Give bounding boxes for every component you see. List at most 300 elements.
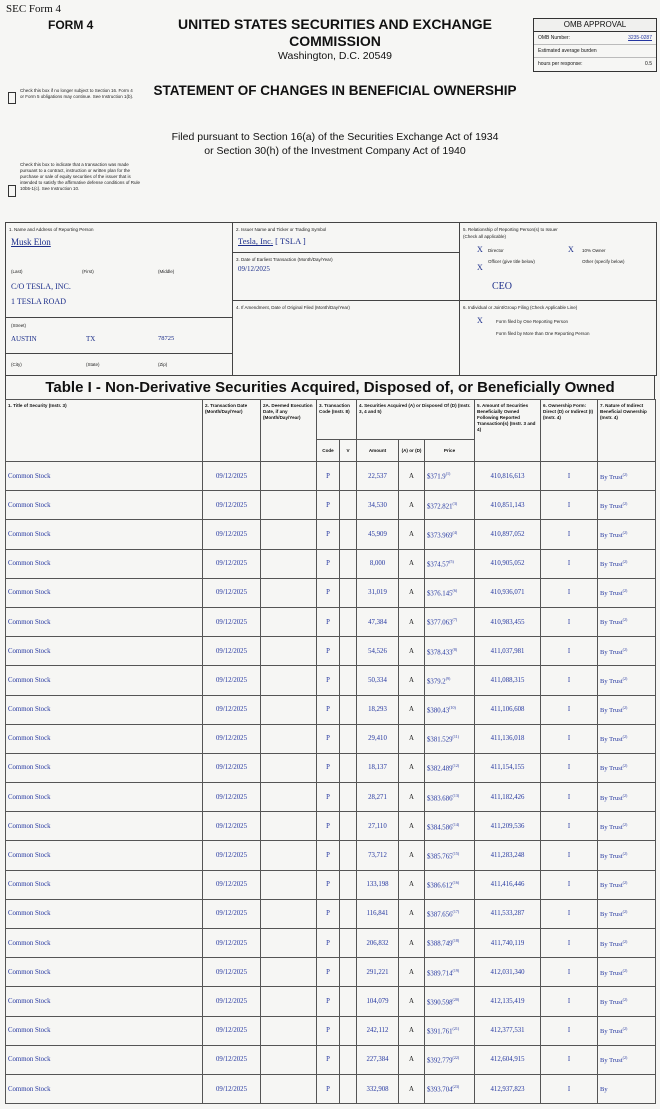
- transaction-date: 09/12/2025: [203, 549, 261, 578]
- table-row: [6, 491, 656, 520]
- security-title: Common Stock: [6, 666, 203, 695]
- ownership-form: I: [541, 491, 598, 520]
- acquired-disposed: A: [399, 695, 425, 724]
- acquired-disposed: A: [399, 607, 425, 636]
- amount-owned: 411,416,446: [475, 870, 541, 899]
- acquired-disposed: A: [399, 637, 425, 666]
- transaction-date: 09/12/2025: [203, 783, 261, 812]
- nature-footnote[interactable]: (2): [622, 646, 628, 652]
- nature: [598, 958, 656, 987]
- nature-value: By: [600, 1086, 608, 1094]
- acquired-disposed: A: [399, 1074, 425, 1103]
- table1-title: Table I - Non-Derivative Securities Acquired, Disposed of, or Beneficially Owned: [5, 375, 655, 399]
- statement-title: STATEMENT OF CHANGES IN BENEFICIAL OWNERSHIP: [153, 83, 517, 98]
- nature-footnote[interactable]: (2): [622, 1055, 628, 1061]
- city-value: AUSTIN: [11, 335, 37, 343]
- ownership-form: I: [541, 1016, 598, 1045]
- table-row: [6, 753, 656, 782]
- officer-mark: X: [477, 263, 483, 272]
- price-footnote[interactable]: (1): [445, 471, 451, 477]
- nature: [598, 870, 656, 899]
- amount-owned: 410,897,052: [475, 520, 541, 549]
- acquired-disposed: A: [399, 812, 425, 841]
- table-row: [6, 462, 656, 491]
- amount: 8,000: [357, 549, 399, 578]
- nature-value: By Trust: [600, 619, 623, 627]
- amount: 47,384: [357, 607, 399, 636]
- v-flag: [340, 607, 357, 636]
- transaction-date: 09/12/2025: [203, 958, 261, 987]
- price-footnote[interactable]: (13): [452, 792, 460, 798]
- omb-title: OMB APPROVAL: [534, 19, 656, 32]
- amount: 18,137: [357, 753, 399, 782]
- amount: 104,079: [357, 987, 399, 1016]
- transaction-date: 09/12/2025: [203, 1045, 261, 1074]
- acquired-disposed: A: [399, 870, 425, 899]
- price-footnote[interactable]: (15): [452, 850, 460, 856]
- amount-owned: 410,851,143: [475, 491, 541, 520]
- price-footnote[interactable]: (6): [452, 588, 458, 594]
- v-flag: [340, 637, 357, 666]
- nature-footnote[interactable]: (2): [622, 588, 628, 594]
- transaction-code: P: [317, 812, 340, 841]
- security-title: Common Stock: [6, 724, 203, 753]
- transaction-code: P: [317, 549, 340, 578]
- nature: [598, 491, 656, 520]
- director-mark: X: [477, 245, 483, 254]
- transaction-date: 09/12/2025: [203, 1074, 261, 1103]
- price-footnote[interactable]: (17): [452, 909, 460, 915]
- price-value: $389.714: [427, 969, 453, 977]
- security-title: Common Stock: [6, 841, 203, 870]
- table-row: [6, 783, 656, 812]
- v-flag: [340, 958, 357, 987]
- acquired-disposed: A: [399, 578, 425, 607]
- nature: [598, 607, 656, 636]
- price-value: $393.704: [427, 1086, 453, 1094]
- price: [425, 870, 475, 899]
- nature-footnote[interactable]: (2): [622, 850, 628, 856]
- price-value: $374.57: [427, 561, 450, 569]
- deemed-date: [261, 929, 317, 958]
- nature-footnote[interactable]: (2): [622, 500, 628, 506]
- price-footnote[interactable]: (7): [452, 617, 458, 623]
- amount: 291,221: [357, 958, 399, 987]
- transaction-date: 09/12/2025: [203, 929, 261, 958]
- nature: [598, 578, 656, 607]
- nature-value: By Trust: [600, 823, 623, 831]
- security-title: Common Stock: [6, 520, 203, 549]
- ownership-form: I: [541, 870, 598, 899]
- amount-owned: 412,377,531: [475, 1016, 541, 1045]
- security-title: Common Stock: [6, 870, 203, 899]
- price-footnote[interactable]: (8): [452, 646, 458, 652]
- nature-footnote[interactable]: (2): [622, 763, 628, 769]
- amount: 50,334: [357, 666, 399, 695]
- nature-footnote[interactable]: (2): [622, 967, 628, 973]
- price-value: $377.063: [427, 619, 453, 627]
- v-flag: [340, 1016, 357, 1045]
- acquired-disposed: A: [399, 724, 425, 753]
- box5-label: 5. Relationship of Reporting Person(s) to Issuer: [463, 227, 558, 232]
- deemed-date: [261, 812, 317, 841]
- price: [425, 929, 475, 958]
- amount-owned: 411,740,119: [475, 929, 541, 958]
- nature: [598, 666, 656, 695]
- price-value: $376.145: [427, 590, 453, 598]
- price-value: $386.612: [427, 882, 453, 890]
- v-flag: [340, 666, 357, 695]
- price-footnote[interactable]: (3): [452, 500, 458, 506]
- nature-footnote[interactable]: (2): [622, 529, 628, 535]
- nature-footnote[interactable]: (2): [622, 617, 628, 623]
- price-footnote[interactable]: (20): [452, 996, 460, 1002]
- acquired-disposed: A: [399, 987, 425, 1016]
- transaction-date: 09/12/2025: [203, 607, 261, 636]
- transaction-code: P: [317, 1074, 340, 1103]
- price-footnote[interactable]: (10): [449, 704, 456, 710]
- nature: [598, 753, 656, 782]
- price-footnote[interactable]: (19): [452, 967, 460, 973]
- nature: [598, 899, 656, 928]
- table1-body: [6, 462, 656, 1104]
- reporting-person-name[interactable]: Musk Elon: [11, 237, 51, 247]
- table-row: [6, 929, 656, 958]
- ownership-form: I: [541, 637, 598, 666]
- nature: [598, 812, 656, 841]
- transaction-date: 09/12/2025: [203, 666, 261, 695]
- state-value: TX: [86, 335, 96, 343]
- one-person-label: Form filed by One Reporting Person: [496, 319, 569, 324]
- acquired-disposed: A: [399, 549, 425, 578]
- ownership-form: I: [541, 1045, 598, 1074]
- table-row: [6, 637, 656, 666]
- price: [425, 666, 475, 695]
- nature-value: By Trust: [600, 911, 623, 919]
- transaction-date: 09/12/2025: [203, 637, 261, 666]
- nature: [598, 841, 656, 870]
- col-deemed-date: 2A. Deemed Execution Date, if any (Month/Day/Year): [261, 400, 317, 462]
- acquired-disposed: A: [399, 462, 425, 491]
- nature-value: By Trust: [600, 999, 623, 1007]
- table-row: [6, 607, 656, 636]
- transaction-date: 09/12/2025: [203, 462, 261, 491]
- amount: 29,410: [357, 724, 399, 753]
- security-title: Common Stock: [6, 491, 203, 520]
- table-row: [6, 520, 656, 549]
- deemed-date: [261, 637, 317, 666]
- one-person-mark: X: [477, 316, 483, 325]
- v-flag: [340, 1045, 357, 1074]
- box3-label: 3. Date of Earliest Transaction (Month/Day/Year): [236, 257, 333, 262]
- transaction-code: P: [317, 899, 340, 928]
- table-row: [6, 841, 656, 870]
- amount-owned: 411,154,155: [475, 753, 541, 782]
- nature-value: By Trust: [600, 561, 623, 569]
- transaction-code: P: [317, 753, 340, 782]
- v-flag: [340, 1074, 357, 1103]
- amount: 22,537: [357, 462, 399, 491]
- amount-owned: 411,209,536: [475, 812, 541, 841]
- amount: 34,530: [357, 491, 399, 520]
- nature-footnote[interactable]: (2): [622, 996, 628, 1002]
- amount-owned: 411,136,018: [475, 724, 541, 753]
- nature: [598, 1016, 656, 1045]
- nature-value: By Trust: [600, 969, 623, 977]
- v-flag: [340, 578, 357, 607]
- transaction-code: P: [317, 958, 340, 987]
- box5-sub: (Check all applicable): [463, 234, 507, 239]
- price-value: $387.656: [427, 911, 453, 919]
- price: [425, 462, 475, 491]
- v-flag: [340, 870, 357, 899]
- address-line-1: C/O TESLA, INC.: [11, 282, 71, 291]
- deemed-date: [261, 870, 317, 899]
- price-footnote[interactable]: (23): [452, 1084, 460, 1090]
- price: [425, 812, 475, 841]
- amount: 28,271: [357, 783, 399, 812]
- price-value: $379.2: [427, 678, 446, 686]
- table-row: [6, 899, 656, 928]
- nature-footnote[interactable]: (2): [622, 880, 628, 886]
- section16-checkbox[interactable]: [8, 92, 16, 104]
- nature-value: By Trust: [600, 707, 623, 715]
- security-title: Common Stock: [6, 987, 203, 1016]
- deemed-date: [261, 462, 317, 491]
- security-title: Common Stock: [6, 1074, 203, 1103]
- security-title: Common Stock: [6, 607, 203, 636]
- price-value: $378.433: [427, 648, 453, 656]
- middle-label: (Middle): [158, 269, 175, 274]
- security-title: Common Stock: [6, 462, 203, 491]
- nature-value: By Trust: [600, 473, 623, 481]
- table-row: [6, 958, 656, 987]
- v-flag: [340, 812, 357, 841]
- acquired-disposed: A: [399, 841, 425, 870]
- earliest-transaction-date: 09/12/2025: [238, 265, 270, 273]
- price: [425, 549, 475, 578]
- nature-value: By Trust: [600, 765, 623, 773]
- deemed-date: [261, 841, 317, 870]
- price: [425, 491, 475, 520]
- price-footnote[interactable]: (21): [452, 1026, 460, 1032]
- amount: 31,019: [357, 578, 399, 607]
- nature-footnote[interactable]: (2): [622, 1026, 628, 1032]
- v-flag: [340, 724, 357, 753]
- zip-value: 78725: [158, 335, 175, 342]
- ownership-form: I: [541, 812, 598, 841]
- nature: [598, 724, 656, 753]
- filed-line-2: or Section 30(h) of the Investment Company Act of 1940: [204, 145, 466, 157]
- nature-footnote[interactable]: (2): [622, 821, 628, 827]
- amount: 27,110: [357, 812, 399, 841]
- amount-owned: 411,283,248: [475, 841, 541, 870]
- amount-owned: 411,533,287: [475, 899, 541, 928]
- price-value: $381.529: [427, 736, 453, 744]
- amount: 332,908: [357, 1074, 399, 1103]
- transaction-code: P: [317, 578, 340, 607]
- transaction-code: P: [317, 637, 340, 666]
- nature: [598, 462, 656, 491]
- nature-footnote[interactable]: (2): [622, 675, 628, 681]
- price: [425, 987, 475, 1016]
- ownership-form: I: [541, 462, 598, 491]
- price-value: $371.9: [427, 473, 446, 481]
- ownership-form: I: [541, 783, 598, 812]
- transaction-date: 09/12/2025: [203, 870, 261, 899]
- box4-label: 4. If Amendment, Date of Original Filed (Month/Day/Year): [236, 305, 350, 310]
- security-title: Common Stock: [6, 695, 203, 724]
- amount: 227,384: [357, 1045, 399, 1074]
- transaction-date: 09/12/2025: [203, 724, 261, 753]
- price-footnote[interactable]: (16): [452, 880, 460, 886]
- transaction-date: 09/12/2025: [203, 578, 261, 607]
- security-title: Common Stock: [6, 637, 203, 666]
- nature-footnote[interactable]: (2): [622, 734, 628, 740]
- table-row: [6, 1016, 656, 1045]
- transaction-code: P: [317, 987, 340, 1016]
- table-row: [6, 987, 656, 1016]
- price: [425, 1045, 475, 1074]
- price-footnote[interactable]: (4): [452, 529, 458, 535]
- col-transaction-code: 3. Transaction Code (Instr. 8): [317, 400, 357, 440]
- amount-owned: 411,088,315: [475, 666, 541, 695]
- box1-reporting-person: [6, 223, 233, 375]
- nature-footnote[interactable]: (2): [622, 471, 628, 477]
- state-label: (State): [86, 362, 100, 367]
- v-flag: [340, 462, 357, 491]
- transaction-code: P: [317, 929, 340, 958]
- box4-amendment: [233, 301, 460, 375]
- v-flag: [340, 899, 357, 928]
- deemed-date: [261, 520, 317, 549]
- price-footnote[interactable]: (11): [452, 734, 460, 740]
- box2-issuer: [233, 223, 460, 253]
- security-title: Common Stock: [6, 1016, 203, 1045]
- omb-number-value[interactable]: 3235-0287: [628, 35, 652, 41]
- omb-hours-label: hours per response:: [538, 61, 583, 67]
- price-footnote[interactable]: (18): [452, 938, 460, 944]
- amount-owned: 410,983,455: [475, 607, 541, 636]
- issuer-link[interactable]: Tesla, Inc.: [238, 236, 274, 246]
- table-row: [6, 578, 656, 607]
- box3-earliest-date: [233, 253, 460, 301]
- subcol-a-or-d: (A) or (D): [399, 440, 425, 462]
- transaction-code: P: [317, 666, 340, 695]
- deemed-date: [261, 695, 317, 724]
- nature-footnote[interactable]: (2): [622, 705, 628, 711]
- rule10b5-checkbox[interactable]: [8, 185, 16, 197]
- table1: [5, 399, 656, 1104]
- security-title: Common Stock: [6, 753, 203, 782]
- transaction-code: P: [317, 783, 340, 812]
- price-value: $384.586: [427, 823, 453, 831]
- deemed-date: [261, 578, 317, 607]
- box2-label: 2. Issuer Name and Ticker or Trading Symbol: [236, 227, 327, 232]
- price-footnote[interactable]: (9): [445, 675, 451, 681]
- transaction-date: 09/12/2025: [203, 753, 261, 782]
- nature-value: By Trust: [600, 736, 623, 744]
- other-label: Other (specify below): [582, 259, 625, 264]
- transaction-date: 09/12/2025: [203, 812, 261, 841]
- transaction-code: P: [317, 520, 340, 549]
- price-footnote[interactable]: (12): [452, 763, 460, 769]
- nature-value: By Trust: [600, 677, 623, 685]
- ownership-form: I: [541, 520, 598, 549]
- acquired-disposed: A: [399, 929, 425, 958]
- reporting-info-grid: [5, 222, 657, 376]
- nature-footnote[interactable]: (2): [622, 559, 628, 565]
- ticker-symbol: [ TSLA ]: [275, 236, 306, 246]
- transaction-code: P: [317, 1045, 340, 1074]
- deemed-date: [261, 753, 317, 782]
- owner10-label: 10% Owner: [582, 248, 606, 253]
- price-value: $392.779: [427, 1057, 453, 1065]
- nature-footnote[interactable]: (2): [622, 909, 628, 915]
- v-flag: [340, 549, 357, 578]
- nature-value: By Trust: [600, 648, 623, 656]
- box6-label: 6. Individual or Joint/Group Filing (Check Applicable Line): [463, 305, 578, 310]
- transaction-date: 09/12/2025: [203, 841, 261, 870]
- address-line-2: 1 TESLA ROAD: [11, 297, 66, 306]
- nature: [598, 987, 656, 1016]
- v-flag: [340, 491, 357, 520]
- nature-value: By Trust: [600, 1057, 623, 1065]
- owner10-mark: X: [568, 245, 574, 254]
- price-footnote[interactable]: (14): [452, 821, 460, 827]
- acquired-disposed: A: [399, 666, 425, 695]
- nature-footnote[interactable]: (2): [622, 938, 628, 944]
- nature: [598, 1045, 656, 1074]
- box6-filing: [460, 301, 656, 375]
- omb-burden-label: Estimated average burden: [538, 48, 597, 54]
- v-flag: [340, 695, 357, 724]
- nature-footnote[interactable]: (2): [622, 792, 628, 798]
- v-flag: [340, 987, 357, 1016]
- amount-owned: 410,816,613: [475, 462, 541, 491]
- col-ownership-form: 6. Ownership Form: Direct (D) or Indirect (I) (Instr. 4): [541, 400, 598, 462]
- amount: 133,198: [357, 870, 399, 899]
- ownership-form: I: [541, 841, 598, 870]
- transaction-date: 09/12/2025: [203, 899, 261, 928]
- price-value: $380.43: [427, 707, 450, 715]
- transaction-code: P: [317, 841, 340, 870]
- price: [425, 520, 475, 549]
- security-title: Common Stock: [6, 1045, 203, 1074]
- deemed-date: [261, 1016, 317, 1045]
- price-footnote[interactable]: (22): [452, 1055, 460, 1061]
- acquired-disposed: A: [399, 491, 425, 520]
- deemed-date: [261, 607, 317, 636]
- deemed-date: [261, 491, 317, 520]
- table-row: [6, 666, 656, 695]
- amount-owned: 412,135,419: [475, 987, 541, 1016]
- nature: [598, 695, 656, 724]
- transaction-code: P: [317, 870, 340, 899]
- nature-value: By Trust: [600, 940, 623, 948]
- price-footnote[interactable]: (5): [449, 559, 454, 565]
- nature: [598, 1074, 656, 1103]
- security-title: Common Stock: [6, 899, 203, 928]
- price-value: $383.686: [427, 794, 453, 802]
- zip-label: (Zip): [158, 362, 168, 367]
- ownership-form: I: [541, 899, 598, 928]
- price: [425, 958, 475, 987]
- price: [425, 753, 475, 782]
- deemed-date: [261, 1074, 317, 1103]
- transaction-date: 09/12/2025: [203, 695, 261, 724]
- price: [425, 578, 475, 607]
